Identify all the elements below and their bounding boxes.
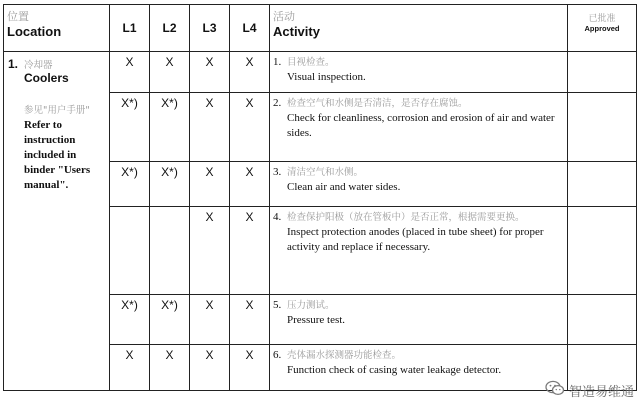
activity-en: Pressure test.	[287, 314, 346, 326]
header-l3: L3	[190, 5, 230, 52]
row4-l4: X	[230, 207, 270, 295]
row6-activity	[270, 345, 568, 391]
row3-approved	[568, 162, 637, 207]
header-location	[4, 5, 110, 52]
row2-l4: X	[230, 93, 270, 162]
row6-l4: X	[230, 345, 270, 391]
header-l4: L4	[230, 5, 270, 52]
row1-activity	[270, 52, 568, 93]
row5-l1: X*)	[110, 295, 150, 345]
activity-zh: 壳体漏水探测器功能检查。	[287, 350, 402, 361]
watermark-text: 智造易维通	[568, 385, 634, 400]
row5-l3: X	[190, 295, 230, 345]
location-number: 1.	[8, 57, 19, 71]
row4-l3: X	[190, 207, 230, 295]
row5-l4: X	[230, 295, 270, 345]
activity-en: Clean air and water sides.	[287, 181, 401, 193]
activity-en: Visual inspection.	[287, 71, 366, 83]
header-activity	[270, 5, 568, 52]
location-name-en: Coolers	[24, 71, 69, 85]
wechat-icon	[545, 380, 565, 401]
row6-l3: X	[190, 345, 230, 391]
activity-number: 4.	[273, 211, 282, 223]
header-location-zh: 位置	[7, 10, 29, 23]
activity-en: Inspect protection anodes (placed in tube sheet) for proper activity and replace if necessary.	[287, 226, 544, 253]
header-approved	[568, 5, 637, 52]
row1-l2: X	[150, 52, 190, 93]
location-refer-zh: 参见"用户手册"	[24, 105, 90, 116]
location-refer-en: Refer to instruction included in binder "Users manual".	[24, 119, 91, 191]
location-cell	[4, 52, 110, 391]
row5-approved	[568, 295, 637, 345]
row4-activity	[270, 207, 568, 295]
row1-l3: X	[190, 52, 230, 93]
header-location-en: Location	[7, 24, 62, 39]
row1-l4: X	[230, 52, 270, 93]
watermark	[545, 380, 634, 401]
activity-number: 5.	[273, 299, 282, 311]
location-name-zh: 冷却器	[24, 60, 53, 71]
activity-zh: 压力测试。	[287, 300, 335, 311]
activity-en: Check for cleanliness, corrosion and erosion of air and water sides.	[287, 112, 555, 139]
activity-zh: 清洁空气和水侧。	[287, 167, 364, 178]
row5-activity	[270, 295, 568, 345]
maintenance-table	[3, 4, 637, 391]
header-row	[4, 5, 637, 52]
row3-activity	[270, 162, 568, 207]
row1-l1: X	[110, 52, 150, 93]
activity-number: 1.	[273, 56, 282, 68]
activity-zh: 目视检查。	[287, 57, 335, 68]
row2-l2: X*)	[150, 93, 190, 162]
row2-l1: X*)	[110, 93, 150, 162]
header-approved-zh: 已批准	[588, 14, 616, 24]
row2-approved	[568, 93, 637, 162]
row6-l2: X	[150, 345, 190, 391]
activity-zh: 检查空气和水侧是否清洁，是否存在腐蚀。	[287, 98, 468, 109]
activity-number: 6.	[273, 349, 282, 361]
row1-approved	[568, 52, 637, 93]
activity-en: Function check of casing water leakage detector.	[287, 364, 502, 376]
row2-l3: X	[190, 93, 230, 162]
row3-l1: X*)	[110, 162, 150, 207]
activity-number: 2.	[273, 97, 282, 109]
header-l2: L2	[150, 5, 190, 52]
table-row	[4, 52, 637, 93]
header-l1: L1	[110, 5, 150, 52]
row2-activity	[270, 93, 568, 162]
row3-l3: X	[190, 162, 230, 207]
row4-l2	[150, 207, 190, 295]
activity-number: 3.	[273, 166, 282, 178]
header-activity-en: Activity	[273, 24, 320, 39]
row3-l2: X*)	[150, 162, 190, 207]
header-approved-en: Approved	[584, 24, 620, 33]
row3-l4: X	[230, 162, 270, 207]
row4-l1	[110, 207, 150, 295]
activity-zh: 检查保护阳极（放在管板中）是否正常，根据需要更换。	[287, 212, 525, 223]
row4-approved	[568, 207, 637, 295]
header-activity-zh: 活动	[273, 10, 295, 23]
row6-l1: X	[110, 345, 150, 391]
row5-l2: X*)	[150, 295, 190, 345]
